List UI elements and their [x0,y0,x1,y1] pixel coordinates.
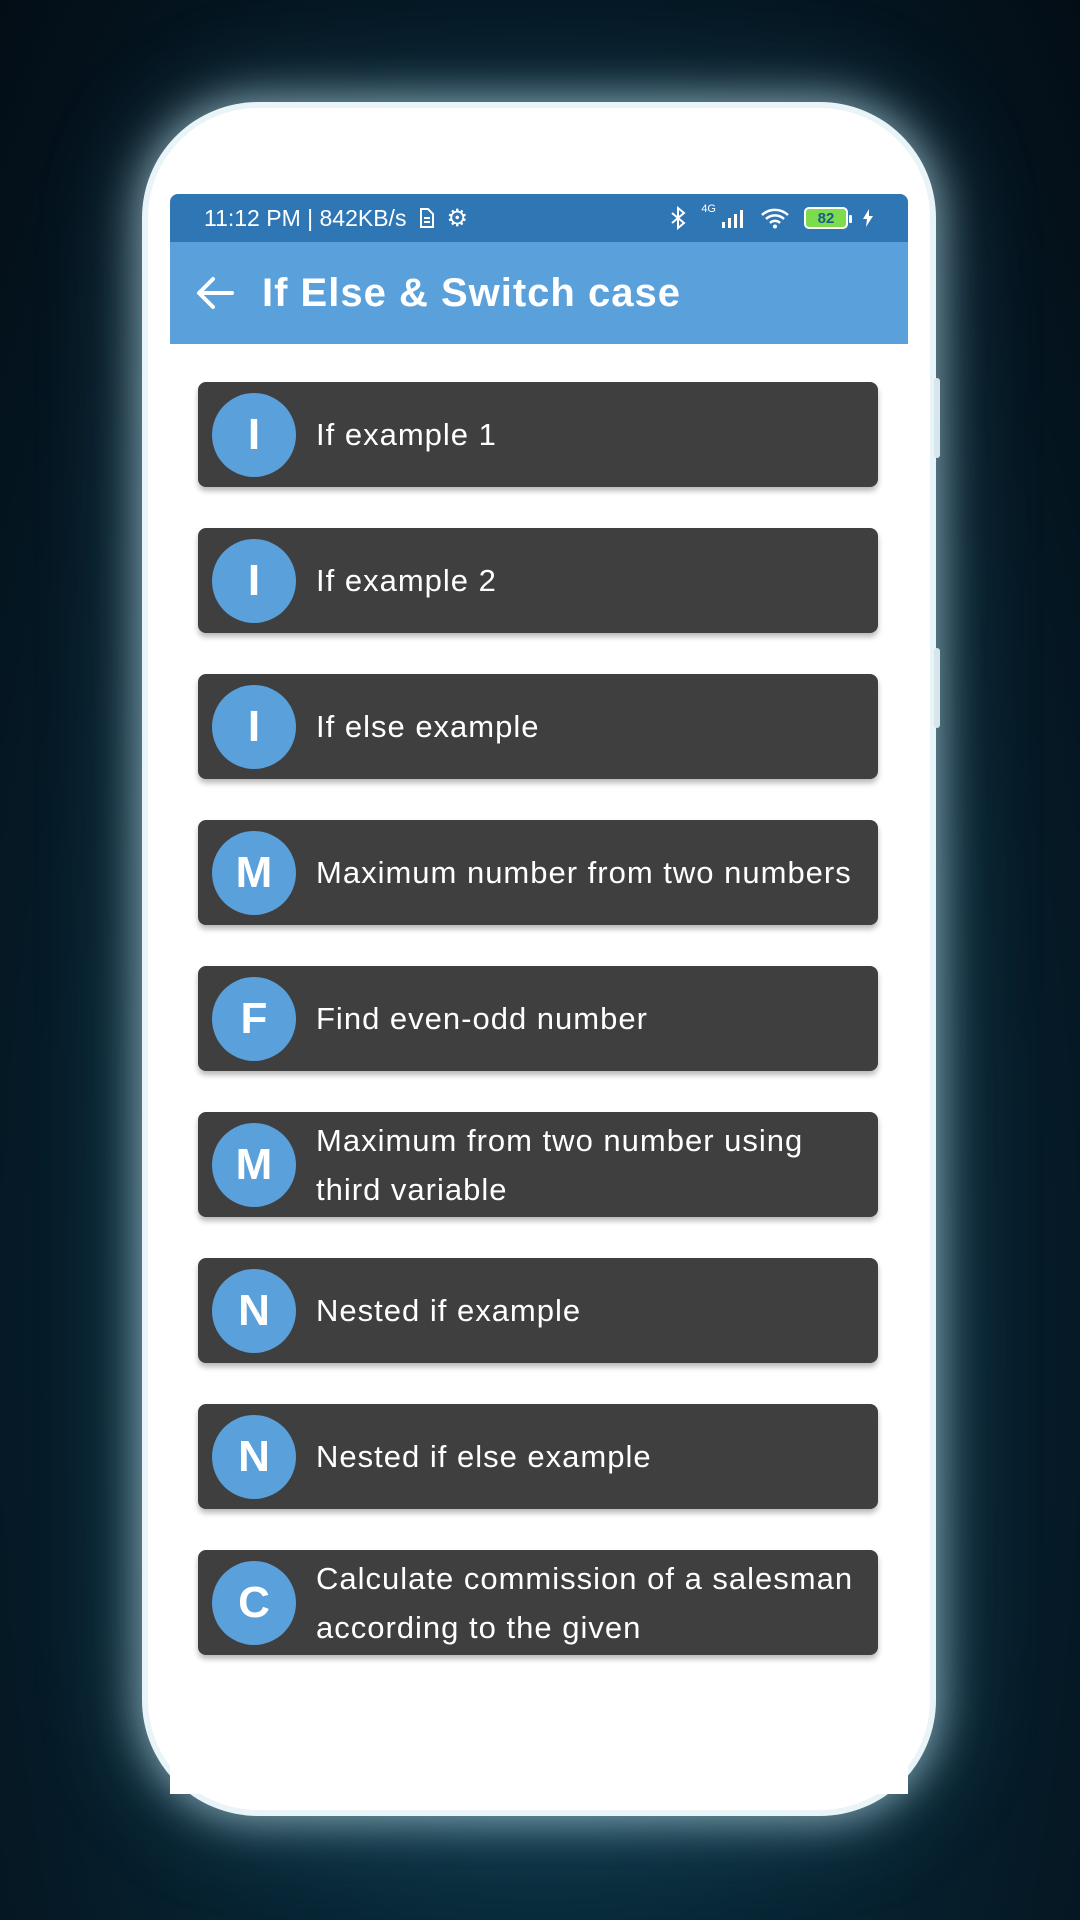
letter-avatar: M [212,831,296,915]
wifi-icon [760,207,790,229]
charging-icon [862,208,874,228]
power-button [934,648,940,728]
letter-avatar: I [212,393,296,477]
sim-icon [418,208,434,228]
page-title: If Else & Switch case [262,270,681,315]
list-item[interactable] [198,820,878,925]
list-item-label: Maximum number from two numbers [316,855,852,890]
network-type-label: 4G [701,203,716,215]
list-item[interactable] [198,674,878,779]
list-item[interactable] [198,1404,878,1509]
gear-icon: ⚙ [446,204,468,232]
signal-icon [720,208,746,228]
list-item-label: If else example [316,709,540,744]
letter-avatar: I [212,685,296,769]
list-item-label: Maximum from two number using third variable [316,1122,804,1207]
list-item-label: Nested if else example [316,1439,652,1474]
letter-avatar: M [212,1123,296,1207]
battery-indicator: 82 [804,207,848,229]
list-item[interactable] [198,1550,878,1655]
list-item[interactable] [198,966,878,1071]
letter-avatar: N [212,1415,296,1499]
letter-avatar: I [212,539,296,623]
list-item-label: Calculate commission of a salesman according to the given [316,1560,854,1645]
example-list [170,344,908,1655]
back-button[interactable] [190,268,240,318]
phone-frame [148,108,930,1810]
list-item-label: Nested if example [316,1293,582,1328]
app-bar [170,242,908,344]
list-item[interactable] [198,382,878,487]
letter-avatar: N [212,1269,296,1353]
list-item[interactable] [198,1258,878,1363]
list-item-label: If example 1 [316,417,497,452]
list-item-label: Find even-odd number [316,1001,648,1036]
volume-button [934,378,940,458]
list-item[interactable] [198,528,878,633]
list-item-label: If example 2 [316,563,497,598]
status-bar [170,194,908,242]
status-time-speed: 11:12 PM | 842KB/s [204,204,407,231]
app-screen [170,194,908,1794]
letter-avatar: F [212,977,296,1061]
letter-avatar: C [212,1561,296,1645]
bluetooth-icon [669,206,687,230]
list-item[interactable] [198,1112,878,1217]
back-arrow-icon [196,276,234,310]
